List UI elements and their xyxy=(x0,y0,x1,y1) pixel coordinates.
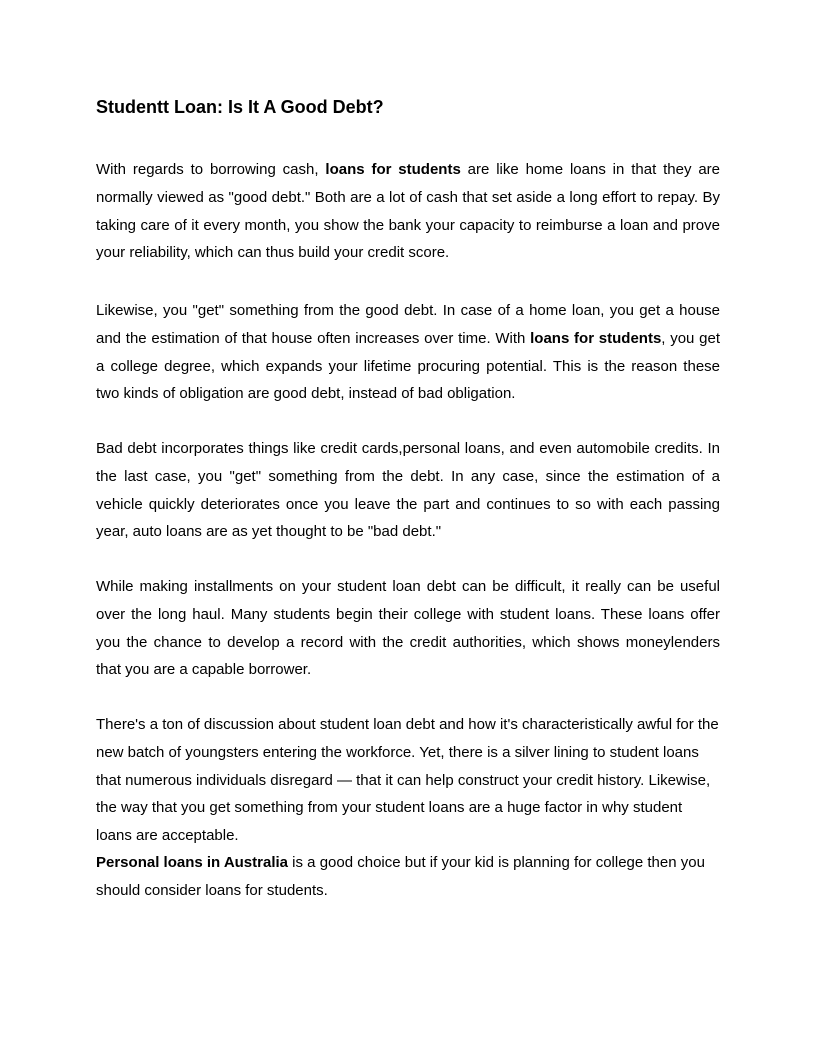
paragraph-6 xyxy=(96,849,720,905)
paragraph-1-text-start: With regards to borrowing cash, xyxy=(96,161,326,178)
paragraph-2-text-start: Likewise, you "get" something from the good debt. In case of a home loan, you get a house and the estimation of that house often increases over time. With xyxy=(96,302,720,347)
paragraph-1-text-end: are like home loans in that they are normally viewed as "good debt." Both are a lot of cash that set aside a long effort to repay. By taking care of it every month, you show the bank your capacity to reimburse a loan and prove your reliability, which can thus build your credit score. xyxy=(96,161,720,262)
paragraph-1 xyxy=(96,156,720,267)
keyword-personal-loans-in-australia: Personal loans in Australia xyxy=(96,854,289,871)
paragraph-5: There's a ton of discussion about student loan debt and how it's characteristically awful for the new batch of youngsters entering the workforce. Yet, there is a silver lining to student loans that numerous individuals disregard — that it can help construct your credit history. Likewise, the way that you get something from your student loans are a huge factor in why student loans are acceptable. xyxy=(96,716,719,845)
paragraph-6-text-end: is a good choice but if your kid is planning for college then you should consider loans for students. xyxy=(96,854,705,899)
paragraph-2-text-end: , you get a college degree, which expands your lifetime procuring potential. This is the reason these two kinds of obligation are good debt, instead of bad obligation. xyxy=(96,329,720,403)
paragraph-2 xyxy=(96,297,720,408)
keyword-loans-for-students: loans for students xyxy=(530,329,662,347)
paragraph-3: Bad debt incorporates things like credit cards,personal loans, and even automobile credits. In the last case, you "get" something from the debt. In any case, since the estimation of a vehicle quickly deteriorates once you leave the part and continues to so with each passing year, auto loans are as yet thought to be "bad debt." xyxy=(96,440,720,541)
paragraph-4: While making installments on your student loan debt can be difficult, it really can be useful over the long haul. Many students begin their college with student loans. These loans offer you the chance to develop a record with the credit authorities, which shows moneylenders that you are a capable borrower. xyxy=(96,578,720,679)
page-title: Studentt Loan: Is It A Good Debt? xyxy=(96,97,384,117)
keyword-loans-for-students: loans for students xyxy=(325,161,461,178)
